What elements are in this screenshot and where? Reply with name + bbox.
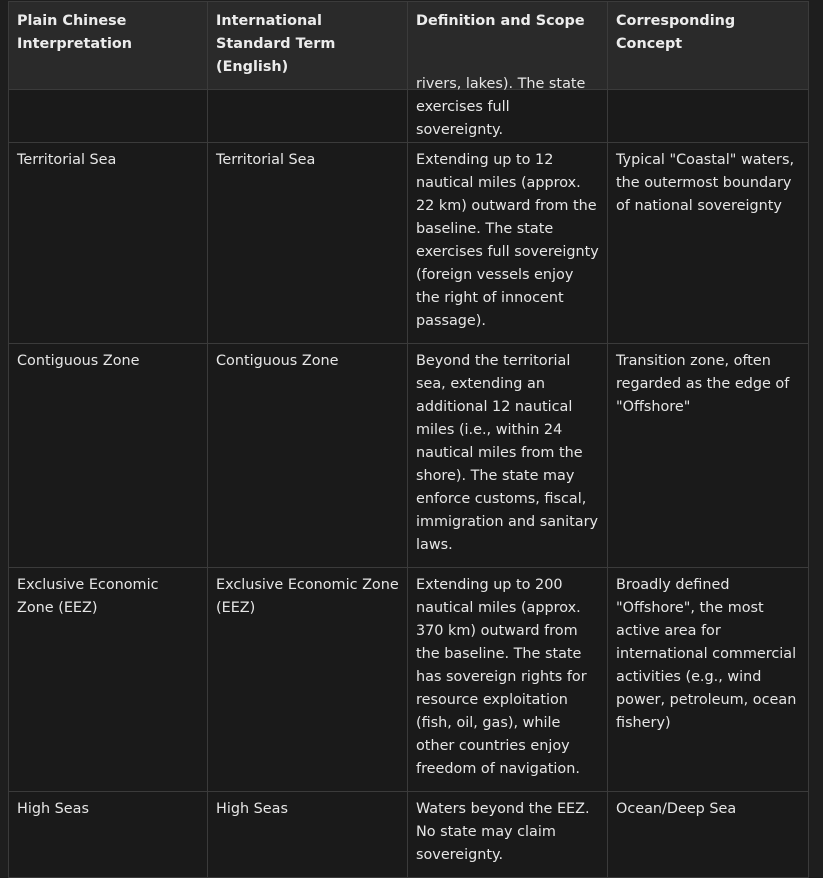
cell-definition: Waters beyond the EEZ. No state may claim sovereignty. bbox=[408, 792, 608, 878]
cell-definition-text: rivers, lakes). The state exercises full sovereignty. bbox=[416, 76, 586, 138]
table-header bbox=[9, 2, 809, 90]
cell-term: Contiguous Zone bbox=[208, 344, 408, 568]
table-body bbox=[9, 76, 809, 878]
cell-chinese: High Seas bbox=[9, 792, 208, 878]
table-row bbox=[9, 143, 809, 344]
header-corresponding-concept: Corresponding Concept bbox=[608, 2, 809, 90]
cell-definition: Beyond the territorial sea, extending an additional 12 nautical miles (i.e., within 24 nautical miles from the shore). The state may enforce customs, fiscal, immigration and sanitary laws. bbox=[408, 344, 608, 568]
header-chinese-interpretation: Plain Chinese Interpretation bbox=[9, 2, 208, 90]
header-international-term: International Standard Term (English) bbox=[208, 2, 408, 90]
cell-definition: Extending up to 12 nautical miles (approx. 22 km) outward from the baseline. The state exercises full sovereignty (foreign vessels enjoy the right of innocent passage). bbox=[408, 143, 608, 344]
maritime-zones-table bbox=[8, 1, 809, 878]
cell-chinese: Exclusive Economic Zone (EEZ) bbox=[9, 568, 208, 792]
cell-concept: Ocean/Deep Sea bbox=[608, 792, 809, 878]
cell-definition bbox=[408, 76, 608, 143]
table-container bbox=[8, 1, 808, 878]
table-row bbox=[9, 792, 809, 878]
table-row-partial bbox=[9, 90, 809, 143]
cell-chinese: Territorial Sea bbox=[9, 143, 208, 344]
cell-concept bbox=[608, 90, 809, 143]
cell-term bbox=[208, 90, 408, 143]
cell-chinese bbox=[9, 90, 208, 143]
cell-concept: Typical "Coastal" waters, the outermost boundary of national sovereignty bbox=[608, 143, 809, 344]
table-row bbox=[9, 344, 809, 568]
cell-definition: Extending up to 200 nautical miles (approx. 370 km) outward from the baseline. The state has sovereign rights for resource exploitation (fish, oil, gas), while other countries enjoy freedom of navigation. bbox=[408, 568, 608, 792]
cell-concept: Broadly defined "Offshore", the most active area for international commercial activities (e.g., wind power, petroleum, ocean fishery) bbox=[608, 568, 809, 792]
table-row bbox=[9, 568, 809, 792]
cell-term: Territorial Sea bbox=[208, 143, 408, 344]
header-row bbox=[9, 2, 809, 90]
cell-term: High Seas bbox=[208, 792, 408, 878]
cell-concept: Transition zone, often regarded as the edge of "Offshore" bbox=[608, 344, 809, 568]
header-definition-scope: Definition and Scope bbox=[408, 2, 608, 90]
cell-chinese: Contiguous Zone bbox=[9, 344, 208, 568]
cell-term: Exclusive Economic Zone (EEZ) bbox=[208, 568, 408, 792]
